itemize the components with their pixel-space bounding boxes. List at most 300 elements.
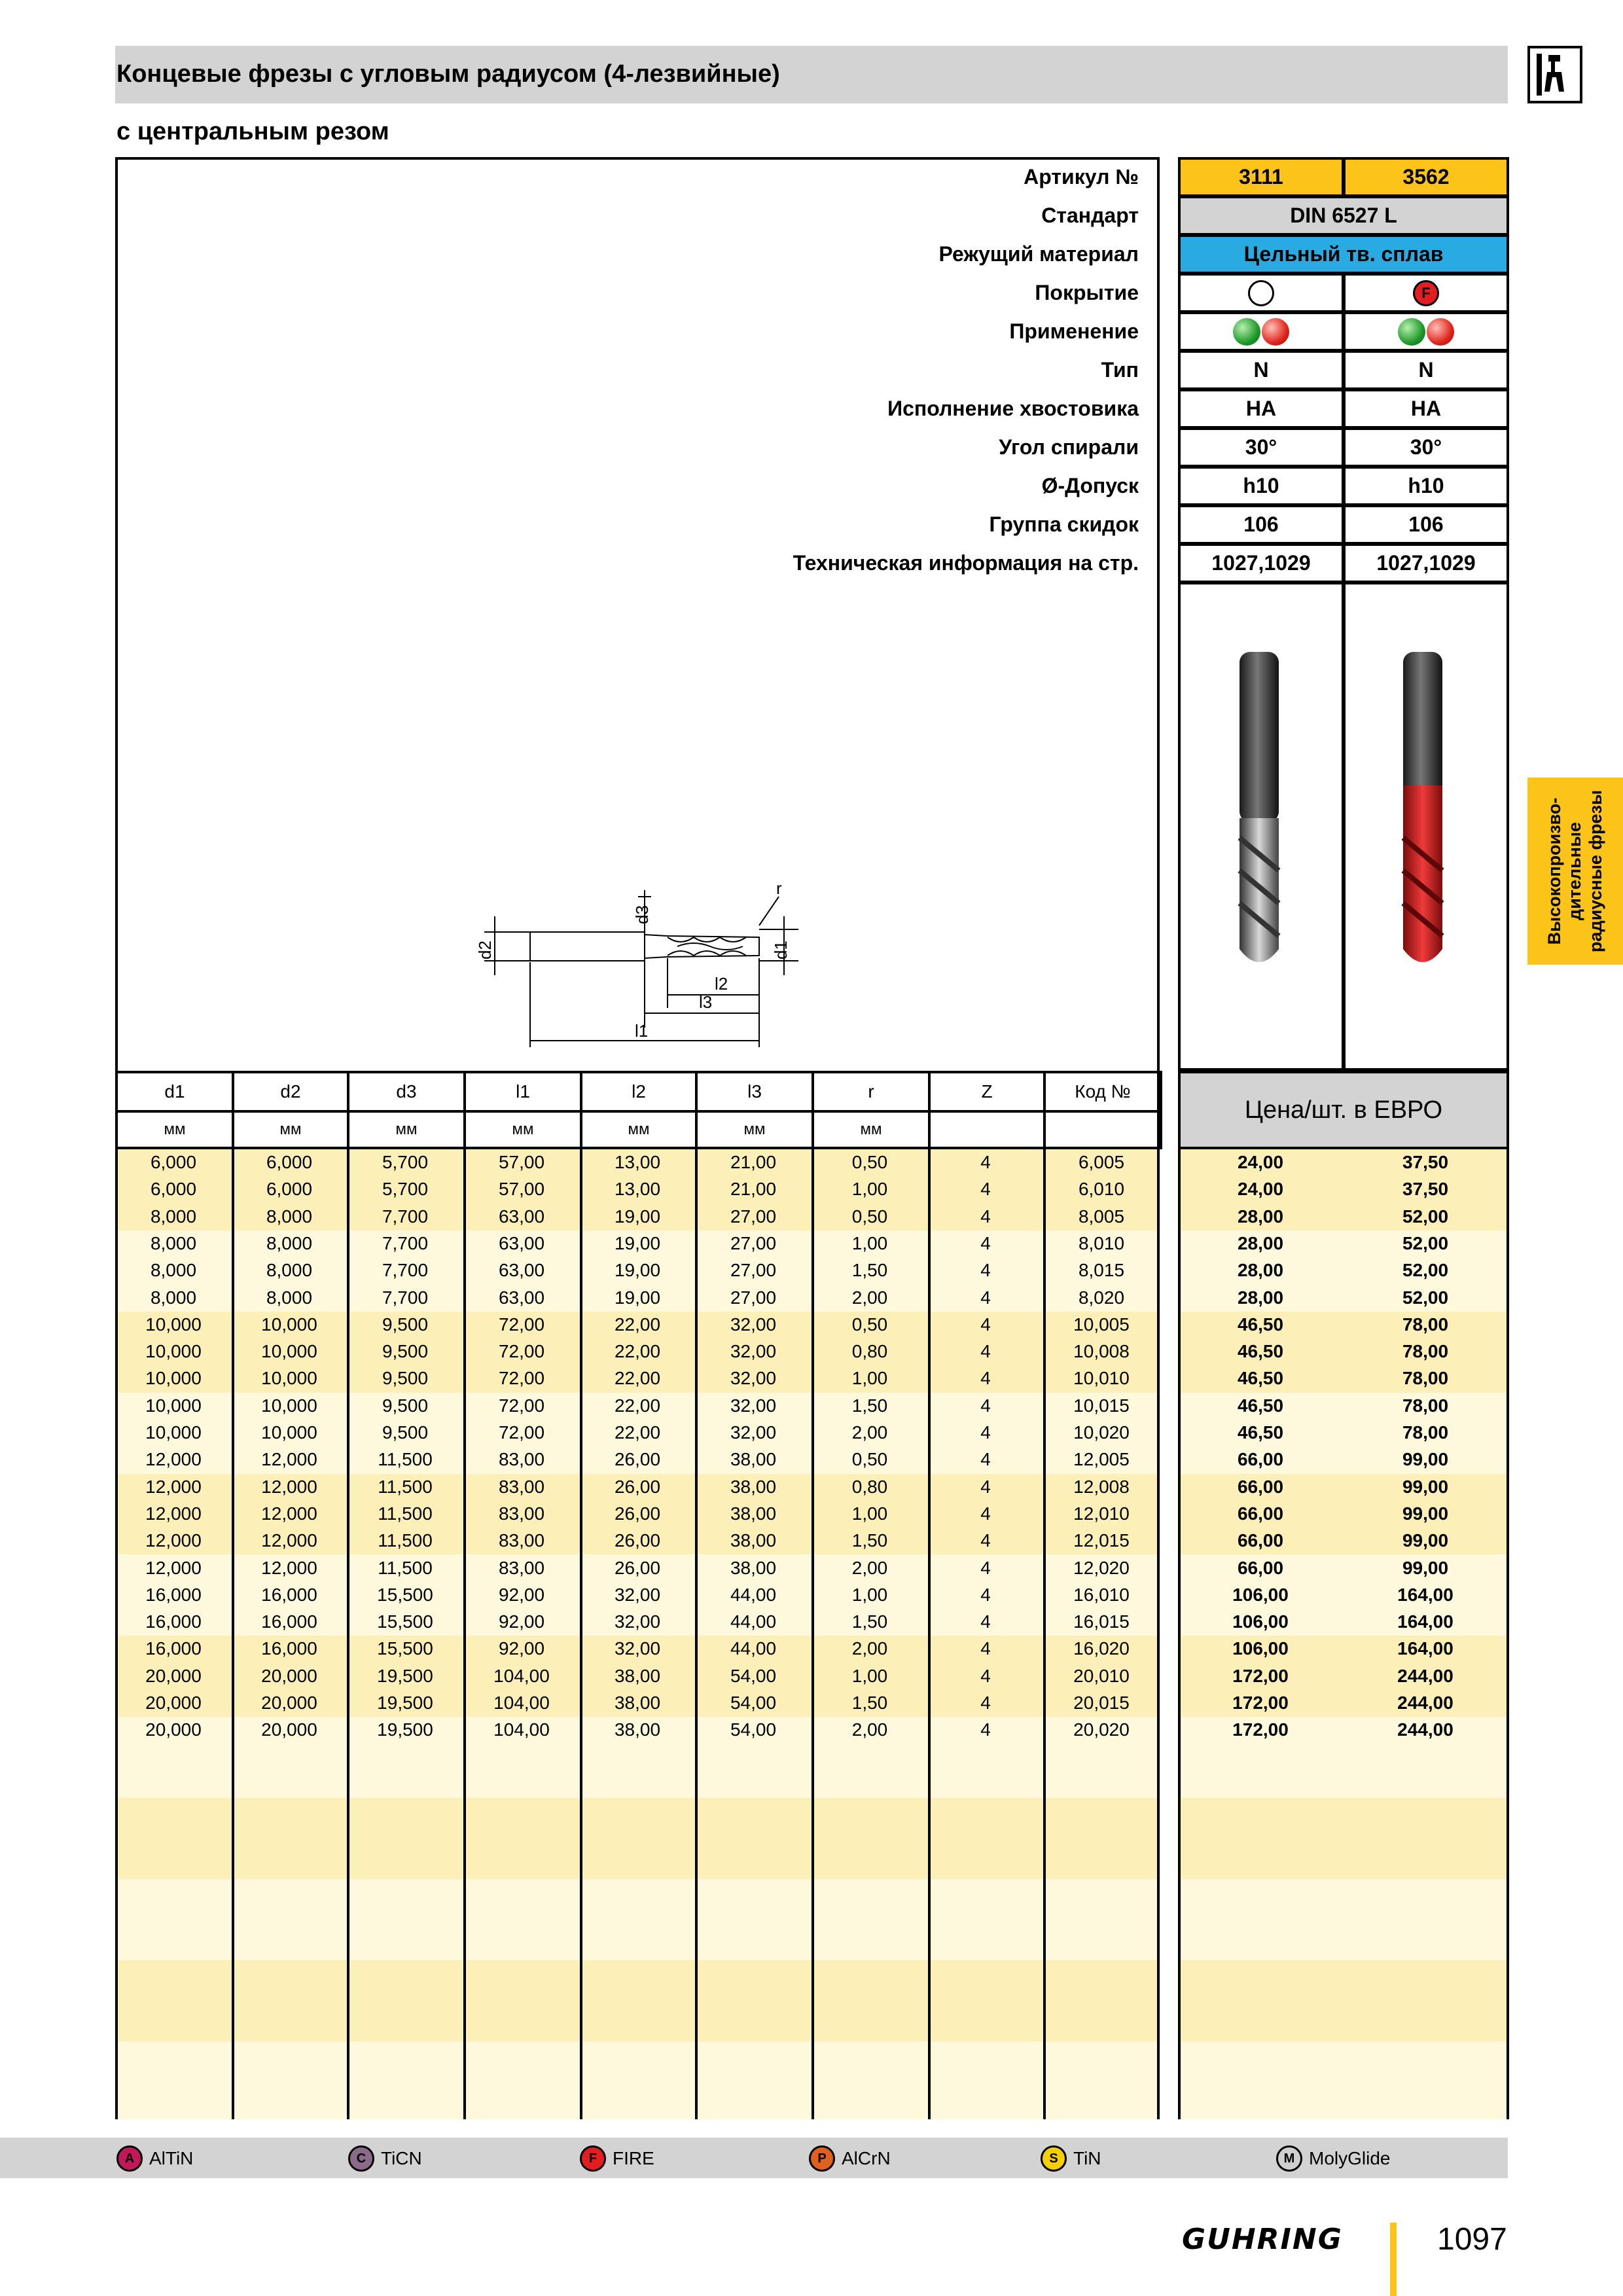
fire-coating-icon: F xyxy=(580,2145,606,2172)
price-cell-3111: 66,00 xyxy=(1237,1476,1284,1497)
table-cell: 26,00 xyxy=(614,1503,661,1524)
table-cell: 0,80 xyxy=(851,1341,888,1362)
table-cell: 26,00 xyxy=(614,1449,661,1470)
table-cell: 4 xyxy=(980,1557,991,1578)
table-cell: 7,700 xyxy=(382,1232,429,1253)
table-cell: 1,00 xyxy=(851,1232,888,1253)
table-cell: 2,00 xyxy=(851,1422,888,1443)
table-cell: 5,700 xyxy=(382,1152,429,1172)
table-cell: 1,00 xyxy=(851,1368,888,1389)
property-value: 30° xyxy=(1178,427,1344,467)
table-cell: 10,000 xyxy=(261,1422,317,1443)
table-cell: 1,00 xyxy=(851,1503,888,1524)
table-cell: 10,000 xyxy=(145,1422,202,1443)
property-value: Цельный тв. сплав xyxy=(1178,234,1509,274)
table-cell: 4 xyxy=(980,1530,991,1551)
table-cell: 10,000 xyxy=(145,1395,202,1416)
table-cell: 7,700 xyxy=(382,1287,429,1308)
table-cell: 0,50 xyxy=(851,1449,888,1470)
property-label: Угол спирали xyxy=(999,435,1139,459)
table-cell: 10,000 xyxy=(145,1314,202,1335)
table-cell: 16,000 xyxy=(261,1584,317,1605)
table-cell: 10,000 xyxy=(145,1341,202,1362)
table-cell: 12,000 xyxy=(261,1503,317,1524)
table-cell: 6,010 xyxy=(1078,1179,1125,1200)
table-cell: 4 xyxy=(980,1611,991,1632)
fire-coated-end-mill-image xyxy=(1381,641,1466,975)
price-cell-3111: 46,50 xyxy=(1237,1314,1284,1335)
table-cell: 8,015 xyxy=(1078,1260,1125,1281)
table-cell: 72,00 xyxy=(498,1395,545,1416)
table-cell: 11,500 xyxy=(378,1476,433,1497)
column-unit: мм xyxy=(115,1110,234,1149)
table-cell: 1,00 xyxy=(851,1665,888,1686)
table-cell: 2,00 xyxy=(851,1719,888,1740)
table-cell: 27,00 xyxy=(730,1287,777,1308)
table-cell: 63,00 xyxy=(498,1232,545,1253)
table-cell: 32,00 xyxy=(730,1368,777,1389)
table-cell: 4 xyxy=(980,1584,991,1605)
price-cell-3562: 52,00 xyxy=(1402,1260,1449,1281)
property-value: HA xyxy=(1343,389,1509,429)
price-cell-3562: 244,00 xyxy=(1397,1719,1454,1740)
price-cell-3562: 37,50 xyxy=(1402,1152,1449,1172)
table-cell: 38,00 xyxy=(614,1719,661,1740)
table-cell: 8,000 xyxy=(266,1287,313,1308)
property-value: N xyxy=(1343,350,1509,390)
table-cell: 16,015 xyxy=(1073,1611,1130,1632)
tool-dimension-drawing xyxy=(471,877,812,1060)
legend-item-ticn xyxy=(348,2145,422,2172)
table-cell: 8,000 xyxy=(150,1260,197,1281)
table-cell: 8,000 xyxy=(150,1287,197,1308)
table-cell: 26,00 xyxy=(614,1476,661,1497)
table-cell: 4 xyxy=(980,1314,991,1335)
table-cell: 83,00 xyxy=(498,1449,545,1470)
table-cell: 0,50 xyxy=(851,1206,888,1227)
table-cell: 19,00 xyxy=(614,1206,661,1227)
price-cell-3562: 244,00 xyxy=(1397,1665,1454,1686)
table-cell: 12,000 xyxy=(261,1530,317,1551)
table-cell: 8,005 xyxy=(1078,1206,1125,1227)
price-cell-3111: 172,00 xyxy=(1232,1719,1289,1740)
price-cell-3111: 46,50 xyxy=(1237,1341,1284,1362)
table-cell: 11,500 xyxy=(378,1530,433,1551)
table-cell: 26,00 xyxy=(614,1557,661,1578)
table-cell: 83,00 xyxy=(498,1557,545,1578)
table-cell: 38,00 xyxy=(614,1693,661,1713)
price-cell-3562: 37,50 xyxy=(1402,1179,1449,1200)
price-cell-3111: 66,00 xyxy=(1237,1530,1284,1551)
price-cell-3111: 66,00 xyxy=(1237,1503,1284,1524)
table-cell: 4 xyxy=(980,1260,991,1281)
table-cell: 21,00 xyxy=(730,1152,777,1172)
table-cell: 16,000 xyxy=(145,1638,202,1659)
price-cell-3562: 164,00 xyxy=(1397,1638,1454,1659)
table-cell: 83,00 xyxy=(498,1476,545,1497)
table-cell: 72,00 xyxy=(498,1314,545,1335)
table-cell: 20,015 xyxy=(1073,1693,1130,1713)
table-cell: 27,00 xyxy=(730,1206,777,1227)
column-unit: мм xyxy=(232,1110,349,1149)
column-header: r xyxy=(812,1071,931,1113)
steel-application-icon xyxy=(1398,318,1425,346)
table-cell: 22,00 xyxy=(614,1314,661,1335)
property-value: h10 xyxy=(1343,466,1509,506)
price-cell-3111: 66,00 xyxy=(1237,1557,1284,1578)
column-header: Код № xyxy=(1043,1071,1162,1113)
table-cell: 20,000 xyxy=(261,1665,317,1686)
price-cell-3111: 46,50 xyxy=(1237,1368,1284,1389)
table-cell: 4 xyxy=(980,1152,991,1172)
price-cell-3562: 52,00 xyxy=(1402,1287,1449,1308)
drawing-label-d2: d2 xyxy=(475,941,495,960)
table-cell: 4 xyxy=(980,1449,991,1470)
table-cell: 4 xyxy=(980,1422,991,1443)
table-cell: 72,00 xyxy=(498,1368,545,1389)
property-label: Покрытие xyxy=(1035,281,1139,304)
table-cell: 6,000 xyxy=(266,1152,313,1172)
row-band xyxy=(118,2041,1157,2119)
table-cell: 10,000 xyxy=(261,1341,317,1362)
table-cell: 12,000 xyxy=(261,1557,317,1578)
table-cell: 44,00 xyxy=(730,1584,777,1605)
price-cell-3111: 24,00 xyxy=(1237,1179,1284,1200)
table-cell: 10,005 xyxy=(1073,1314,1130,1335)
table-cell: 13,00 xyxy=(614,1152,661,1172)
price-cell-3562: 244,00 xyxy=(1397,1693,1454,1713)
ticn-coating-icon: C xyxy=(348,2145,374,2172)
table-cell: 54,00 xyxy=(730,1665,777,1686)
coating-cell xyxy=(1178,273,1344,313)
table-cell: 38,00 xyxy=(730,1503,777,1524)
price-cell-3562: 78,00 xyxy=(1402,1395,1449,1416)
price-row-band xyxy=(1181,1798,1507,1879)
table-cell: 8,000 xyxy=(150,1232,197,1253)
table-cell: 20,000 xyxy=(145,1665,202,1686)
drawing-label-l1: l1 xyxy=(635,1021,649,1041)
table-cell: 4 xyxy=(980,1693,991,1713)
property-value: 106 xyxy=(1178,505,1344,545)
table-cell: 9,500 xyxy=(382,1314,429,1335)
price-cell-3562: 52,00 xyxy=(1402,1206,1449,1227)
table-cell: 15,500 xyxy=(377,1611,433,1632)
table-cell: 7,700 xyxy=(382,1260,429,1281)
table-cell: 4 xyxy=(980,1503,991,1524)
drawing-label-d3: d3 xyxy=(632,905,652,924)
price-cell-3562: 78,00 xyxy=(1402,1422,1449,1443)
drawing-label-d1: d1 xyxy=(771,941,791,960)
table-cell: 19,500 xyxy=(377,1693,433,1713)
drawing-label-l2: l2 xyxy=(715,974,728,994)
property-value: 3111 xyxy=(1178,157,1344,197)
table-cell: 63,00 xyxy=(498,1206,545,1227)
table-cell: 16,000 xyxy=(261,1638,317,1659)
page-subtitle: с центральным резом xyxy=(116,118,389,145)
table-cell: 72,00 xyxy=(498,1341,545,1362)
column-unit: мм xyxy=(695,1110,814,1149)
column-unit: мм xyxy=(812,1110,931,1149)
application-cell xyxy=(1178,312,1344,351)
price-cell-3111: 66,00 xyxy=(1237,1449,1284,1470)
property-label: Группа скидок xyxy=(989,512,1139,536)
price-row-band xyxy=(1181,1960,1507,2041)
tin-coating-icon: S xyxy=(1041,2145,1067,2172)
table-cell: 9,500 xyxy=(382,1395,429,1416)
legend-item-molyglide xyxy=(1276,2145,1390,2172)
property-value: N xyxy=(1178,350,1344,390)
table-cell: 38,00 xyxy=(730,1476,777,1497)
table-cell: 7,700 xyxy=(382,1206,429,1227)
table-cell: 10,000 xyxy=(261,1368,317,1389)
property-value: 1027,1029 xyxy=(1343,543,1509,583)
fire-coating-icon: F xyxy=(1413,280,1439,306)
price-cell-3562: 78,00 xyxy=(1402,1368,1449,1389)
price-cell-3111: 46,50 xyxy=(1237,1395,1284,1416)
application-cell xyxy=(1343,312,1509,351)
table-cell: 20,000 xyxy=(261,1719,317,1740)
table-cell: 1,50 xyxy=(851,1395,888,1416)
table-cell: 2,00 xyxy=(851,1287,888,1308)
stainless-application-icon xyxy=(1427,318,1454,346)
property-value: 3562 xyxy=(1343,157,1509,197)
drawing-label-r: r xyxy=(776,878,782,898)
table-cell: 32,00 xyxy=(614,1638,661,1659)
table-cell: 8,000 xyxy=(150,1206,197,1227)
table-cell: 4 xyxy=(980,1206,991,1227)
price-cell-3111: 28,00 xyxy=(1237,1232,1284,1253)
table-cell: 4 xyxy=(980,1179,991,1200)
price-cell-3111: 28,00 xyxy=(1237,1260,1284,1281)
price-cell-3111: 28,00 xyxy=(1237,1206,1284,1227)
table-cell: 0,50 xyxy=(851,1314,888,1335)
table-cell: 13,00 xyxy=(614,1179,661,1200)
table-cell: 32,00 xyxy=(730,1422,777,1443)
footer-divider xyxy=(1390,2223,1397,2296)
table-cell: 0,50 xyxy=(851,1152,888,1172)
table-cell: 1,50 xyxy=(851,1611,888,1632)
property-value: 30° xyxy=(1343,427,1509,467)
price-cell-3111: 46,50 xyxy=(1237,1422,1284,1443)
column-header: l2 xyxy=(580,1071,698,1113)
side-tab-line-1: Высокопроизво- xyxy=(1544,797,1565,945)
side-tab-line-2: дительные xyxy=(1565,821,1585,921)
column-unit xyxy=(1043,1110,1162,1149)
price-cell-3562: 164,00 xyxy=(1397,1611,1454,1632)
table-cell: 4 xyxy=(980,1719,991,1740)
table-cell: 72,00 xyxy=(498,1422,545,1443)
property-value: DIN 6527 L xyxy=(1178,196,1509,236)
table-cell: 12,020 xyxy=(1073,1557,1130,1578)
table-cell: 6,005 xyxy=(1078,1152,1125,1172)
table-cell: 11,500 xyxy=(378,1449,433,1470)
legend-label: AlCrN xyxy=(842,2148,891,2168)
table-cell: 19,00 xyxy=(614,1287,661,1308)
table-cell: 2,00 xyxy=(851,1557,888,1578)
table-cell: 44,00 xyxy=(730,1638,777,1659)
property-label: Исполнение хвостовика xyxy=(887,397,1139,420)
table-cell: 10,000 xyxy=(145,1368,202,1389)
table-cell: 27,00 xyxy=(730,1260,777,1281)
table-cell: 1,50 xyxy=(851,1693,888,1713)
no-coating-icon xyxy=(1248,280,1274,306)
table-cell: 12,000 xyxy=(145,1530,202,1551)
table-cell: 20,000 xyxy=(145,1719,202,1740)
table-cell: 1,00 xyxy=(851,1179,888,1200)
table-cell: 8,000 xyxy=(266,1206,313,1227)
table-cell: 104,00 xyxy=(493,1665,550,1686)
table-cell: 16,020 xyxy=(1073,1638,1130,1659)
table-cell: 57,00 xyxy=(498,1179,545,1200)
table-cell: 11,500 xyxy=(378,1557,433,1578)
table-cell: 92,00 xyxy=(498,1638,545,1659)
column-header: l1 xyxy=(463,1071,582,1113)
table-cell: 92,00 xyxy=(498,1584,545,1605)
table-cell: 32,00 xyxy=(730,1314,777,1335)
table-cell: 54,00 xyxy=(730,1719,777,1740)
table-cell: 10,015 xyxy=(1073,1395,1130,1416)
property-label: Тип xyxy=(1101,358,1139,382)
page-title: Концевые фрезы с угловым радиусом (4-лезвийные) xyxy=(116,60,780,88)
table-cell: 16,000 xyxy=(145,1584,202,1605)
table-cell: 4 xyxy=(980,1232,991,1253)
table-cell: 38,00 xyxy=(730,1530,777,1551)
application-icons xyxy=(1233,318,1289,346)
table-cell: 22,00 xyxy=(614,1422,661,1443)
table-cell: 16,000 xyxy=(145,1611,202,1632)
price-cell-3111: 106,00 xyxy=(1232,1638,1289,1659)
coating-cell xyxy=(1343,273,1509,313)
property-label: Ø-Допуск xyxy=(1041,474,1139,497)
table-cell: 92,00 xyxy=(498,1611,545,1632)
table-cell: 32,00 xyxy=(614,1584,661,1605)
table-cell: 38,00 xyxy=(730,1449,777,1470)
table-cell: 83,00 xyxy=(498,1503,545,1524)
table-cell: 8,000 xyxy=(266,1232,313,1253)
page-number: 1097 xyxy=(1437,2222,1507,2257)
table-cell: 4 xyxy=(980,1395,991,1416)
table-cell: 12,005 xyxy=(1073,1449,1130,1470)
property-label: Режущий материал xyxy=(938,242,1139,266)
property-label: Техническая информация на стр. xyxy=(793,551,1139,575)
price-cell-3562: 99,00 xyxy=(1402,1476,1449,1497)
price-cell-3562: 99,00 xyxy=(1402,1557,1449,1578)
side-tab-line-3: радиусные фрезы xyxy=(1585,789,1605,953)
table-cell: 15,500 xyxy=(377,1638,433,1659)
table-cell: 83,00 xyxy=(498,1530,545,1551)
table-cell: 10,000 xyxy=(261,1395,317,1416)
table-cell: 32,00 xyxy=(730,1395,777,1416)
price-cell-3111: 172,00 xyxy=(1232,1693,1289,1713)
price-cell-3111: 106,00 xyxy=(1232,1611,1289,1632)
column-unit: мм xyxy=(347,1110,466,1149)
steel-application-icon xyxy=(1233,318,1260,346)
alcrn-coating-icon: P xyxy=(809,2145,835,2172)
legend-label: FIRE xyxy=(613,2148,654,2168)
legend-item-tin xyxy=(1041,2145,1101,2172)
legend-item-alcrn xyxy=(809,2145,891,2172)
column-unit: мм xyxy=(580,1110,698,1149)
column-header: d1 xyxy=(115,1071,234,1113)
table-cell: 5,700 xyxy=(382,1179,429,1200)
table-cell: 19,00 xyxy=(614,1260,661,1281)
table-cell: 4 xyxy=(980,1368,991,1389)
brand-logo: GUHRING xyxy=(1182,2223,1343,2256)
table-cell: 20,020 xyxy=(1073,1719,1130,1740)
table-cell: 11,500 xyxy=(378,1503,433,1524)
table-cell: 10,000 xyxy=(261,1314,317,1335)
table-cell: 6,000 xyxy=(266,1179,313,1200)
price-cell-3111: 172,00 xyxy=(1232,1665,1289,1686)
table-cell: 4 xyxy=(980,1476,991,1497)
column-unit: мм xyxy=(463,1110,582,1149)
price-row-band xyxy=(1181,1879,1507,1960)
table-cell: 12,000 xyxy=(145,1449,202,1470)
altin-coating-icon: A xyxy=(116,2145,143,2172)
table-cell: 10,010 xyxy=(1073,1368,1130,1389)
price-cell-3562: 99,00 xyxy=(1402,1449,1449,1470)
table-cell: 6,000 xyxy=(150,1179,197,1200)
table-cell: 12,000 xyxy=(145,1476,202,1497)
table-cell: 10,008 xyxy=(1073,1341,1130,1362)
table-cell: 38,00 xyxy=(614,1665,661,1686)
table-cell: 20,000 xyxy=(261,1693,317,1713)
column-header: d3 xyxy=(347,1071,466,1113)
table-cell: 19,00 xyxy=(614,1232,661,1253)
price-cell-3562: 164,00 xyxy=(1397,1584,1454,1605)
table-cell: 1,50 xyxy=(851,1260,888,1281)
category-side-tab[interactable] xyxy=(1527,778,1623,965)
table-cell: 22,00 xyxy=(614,1341,661,1362)
stainless-application-icon xyxy=(1262,318,1289,346)
column-header: d2 xyxy=(232,1071,349,1113)
row-band xyxy=(118,1798,1157,1879)
table-cell: 4 xyxy=(980,1665,991,1686)
application-icons xyxy=(1398,318,1454,346)
molyglide-coating-icon: M xyxy=(1276,2145,1302,2172)
table-cell: 1,00 xyxy=(851,1584,888,1605)
table-cell: 12,015 xyxy=(1073,1530,1130,1551)
uncoated-end-mill-image xyxy=(1217,641,1302,975)
price-cell-3111: 24,00 xyxy=(1237,1152,1284,1172)
property-label: Стандарт xyxy=(1041,204,1139,227)
table-cell: 104,00 xyxy=(493,1693,550,1713)
table-cell: 8,000 xyxy=(266,1260,313,1281)
table-cell: 12,000 xyxy=(145,1557,202,1578)
table-cell: 2,00 xyxy=(851,1638,888,1659)
table-cell: 57,00 xyxy=(498,1152,545,1172)
price-cell-3562: 78,00 xyxy=(1402,1314,1449,1335)
table-cell: 9,500 xyxy=(382,1341,429,1362)
table-cell: 19,500 xyxy=(377,1665,433,1686)
price-cell-3562: 99,00 xyxy=(1402,1530,1449,1551)
table-cell: 16,000 xyxy=(261,1611,317,1632)
table-cell: 44,00 xyxy=(730,1611,777,1632)
price-cell-3562: 52,00 xyxy=(1402,1232,1449,1253)
table-cell: 0,80 xyxy=(851,1476,888,1497)
row-band xyxy=(118,1960,1157,2041)
table-cell: 20,010 xyxy=(1073,1665,1130,1686)
price-row-band xyxy=(1181,2041,1507,2119)
table-cell: 12,008 xyxy=(1073,1476,1130,1497)
guhring-figure-icon xyxy=(1527,46,1582,103)
table-cell: 12,000 xyxy=(261,1449,317,1470)
table-cell: 20,000 xyxy=(145,1693,202,1713)
property-label: Артикул № xyxy=(1024,165,1139,188)
table-cell: 9,500 xyxy=(382,1368,429,1389)
legend-label: AlTiN xyxy=(149,2148,194,2168)
drawing-label-l3: l3 xyxy=(699,992,713,1012)
